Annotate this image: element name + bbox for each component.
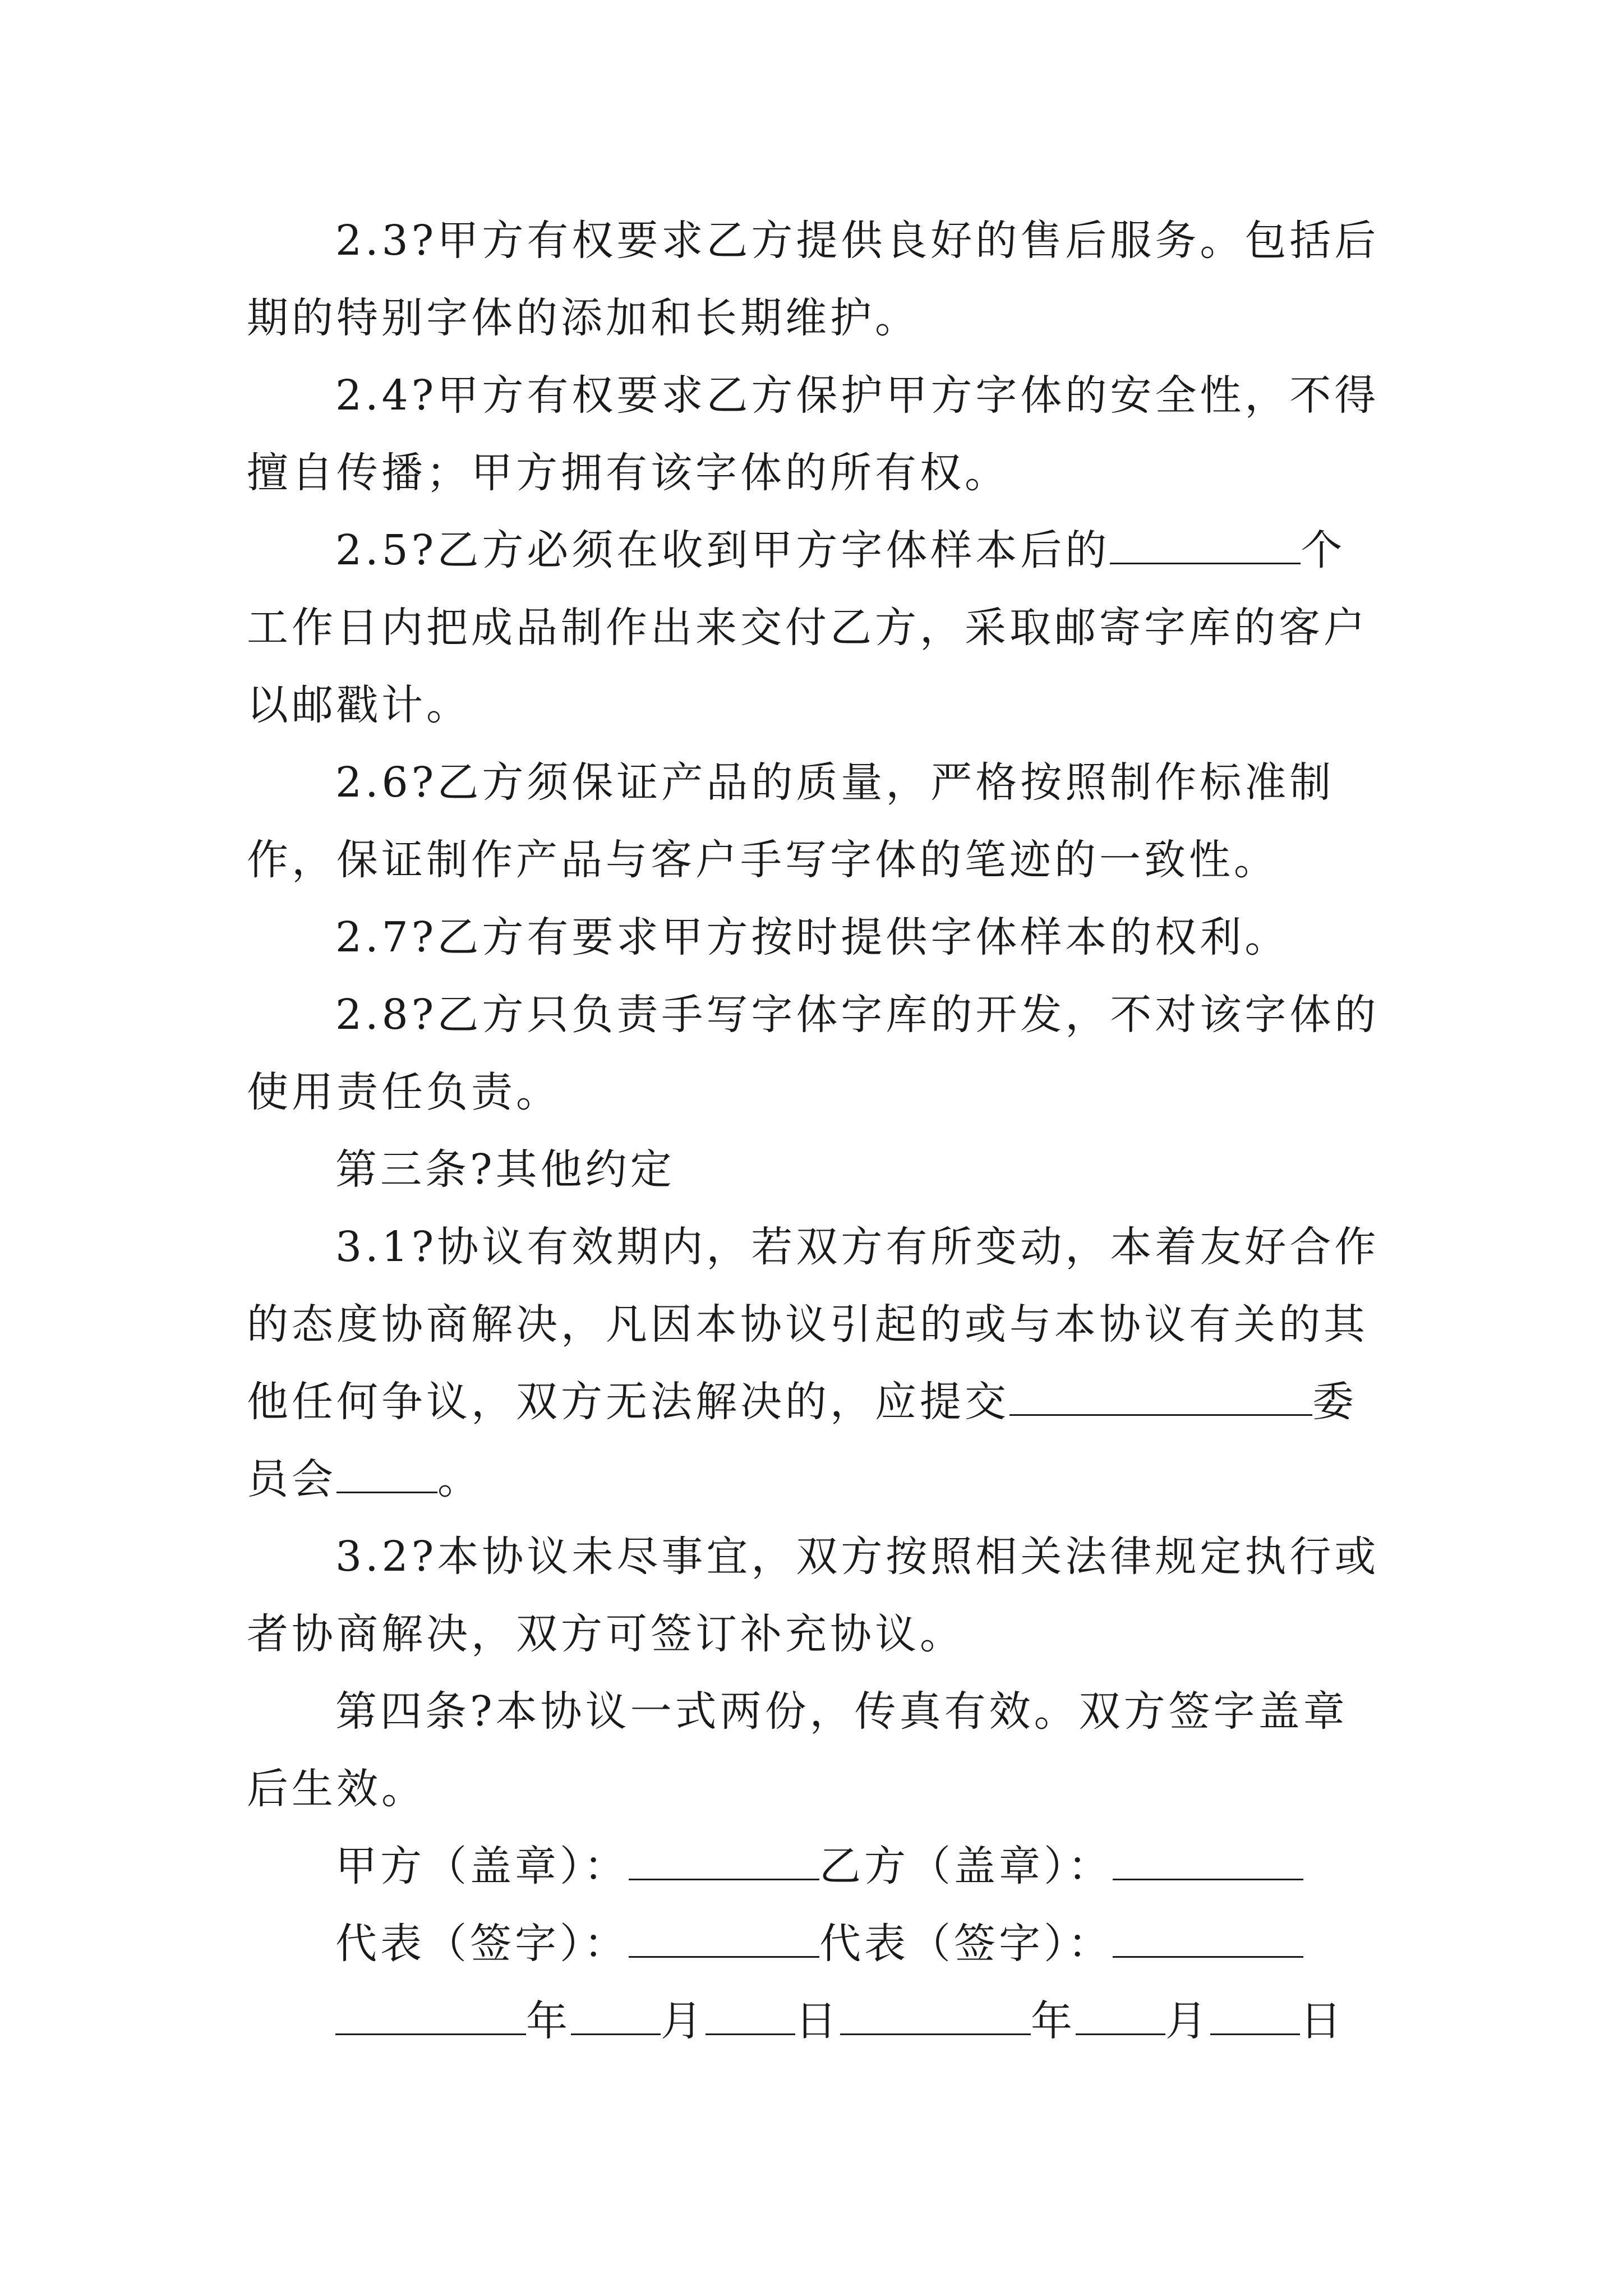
party-a-seal-blank [629, 1843, 819, 1880]
document-body [247, 202, 1380, 2060]
clause-2-4: 2.4?甲方有权要求乙方保护甲方字体的安全性，不得擅自传播；甲方拥有该字体的所有权。 [247, 371, 1380, 497]
date-a-year-label: 年 [526, 1997, 571, 2045]
article-3-heading: 第三条?其他约定 [335, 1145, 675, 1194]
representative-row [247, 1905, 1380, 1982]
date-b-month-blank [1076, 1998, 1165, 2035]
clause-2-5 [247, 512, 1380, 744]
party-b-seal-label: 乙方（盖章）： [819, 1842, 1113, 1890]
seal-row [247, 1828, 1380, 1905]
clause-3-1 [247, 1208, 1380, 1518]
date-b-year-blank [840, 1998, 1031, 2035]
date-b-month-label: 月 [1165, 1997, 1210, 2045]
clause-3-1-text-after: 。 [437, 1455, 482, 1503]
date-a-year-blank [335, 1998, 526, 2035]
rep-b-label: 代表（签字）： [819, 1920, 1113, 1968]
date-b-day-blank [1210, 1998, 1300, 2035]
clause-2-7: 2.7?乙方有要求甲方按时提供字体样本的权利。 [335, 913, 1290, 961]
committee-blank [1009, 1378, 1312, 1416]
date-a-month-label: 月 [661, 1997, 706, 2045]
workdays-blank [1110, 527, 1301, 564]
article-4: 第四条?本协议一式两份，传真有效。双方签字盖章后生效。 [247, 1687, 1348, 1813]
clause-2-6: 2.6?乙方须保证产品的质量，严格按照制作标准制作，保证制作产品与客户手写字体的笔迹的一致性。 [247, 758, 1335, 884]
clause-2-3: 2.3?甲方有权要求乙方提供良好的售后服务。包括后期的特别字体的添加和长期维护。 [247, 217, 1380, 342]
clause-2-8: 2.8?乙方只负责手写字体字库的开发，不对该字体的使用责任负责。 [247, 991, 1380, 1116]
date-b-year-label: 年 [1031, 1997, 1076, 2045]
clause-3-1-text-before: 3.1?协议有效期内，若双方有所变动，本着友好合作的态度协商解决，凡因本协议引起的或与本协议有关的其他任何争议，双方无法解决的，应提交 [247, 1223, 1380, 1426]
rep-a-blank [629, 1920, 819, 1958]
date-b-day-label: 日 [1300, 1997, 1345, 2045]
location-blank [336, 1456, 437, 1493]
date-a-day-label: 日 [795, 1997, 840, 2045]
rep-b-blank [1113, 1920, 1303, 1958]
date-a-day-blank [706, 1998, 795, 2035]
party-a-seal-label: 甲方（盖章）： [335, 1842, 629, 1890]
party-b-seal-blank [1113, 1843, 1303, 1880]
date-a-month-blank [571, 1998, 661, 2035]
date-row [247, 1982, 1380, 2060]
clause-3-2: 3.2?本协议未尽事宜，双方按照相关法律规定执行或者协商解决，双方可签订补充协议。 [247, 1533, 1380, 1658]
clause-2-5-text-before: 2.5?乙方必须在收到甲方字体样本后的 [335, 526, 1110, 574]
clause-3-1-text-middle: 委员会 [247, 1378, 1357, 1503]
rep-a-label: 代表（签字）： [335, 1920, 629, 1968]
clause-2-5-text-after: 个工作日内把成品制作出来交付乙方，采取邮寄字库的客户以邮戳计。 [247, 526, 1368, 729]
